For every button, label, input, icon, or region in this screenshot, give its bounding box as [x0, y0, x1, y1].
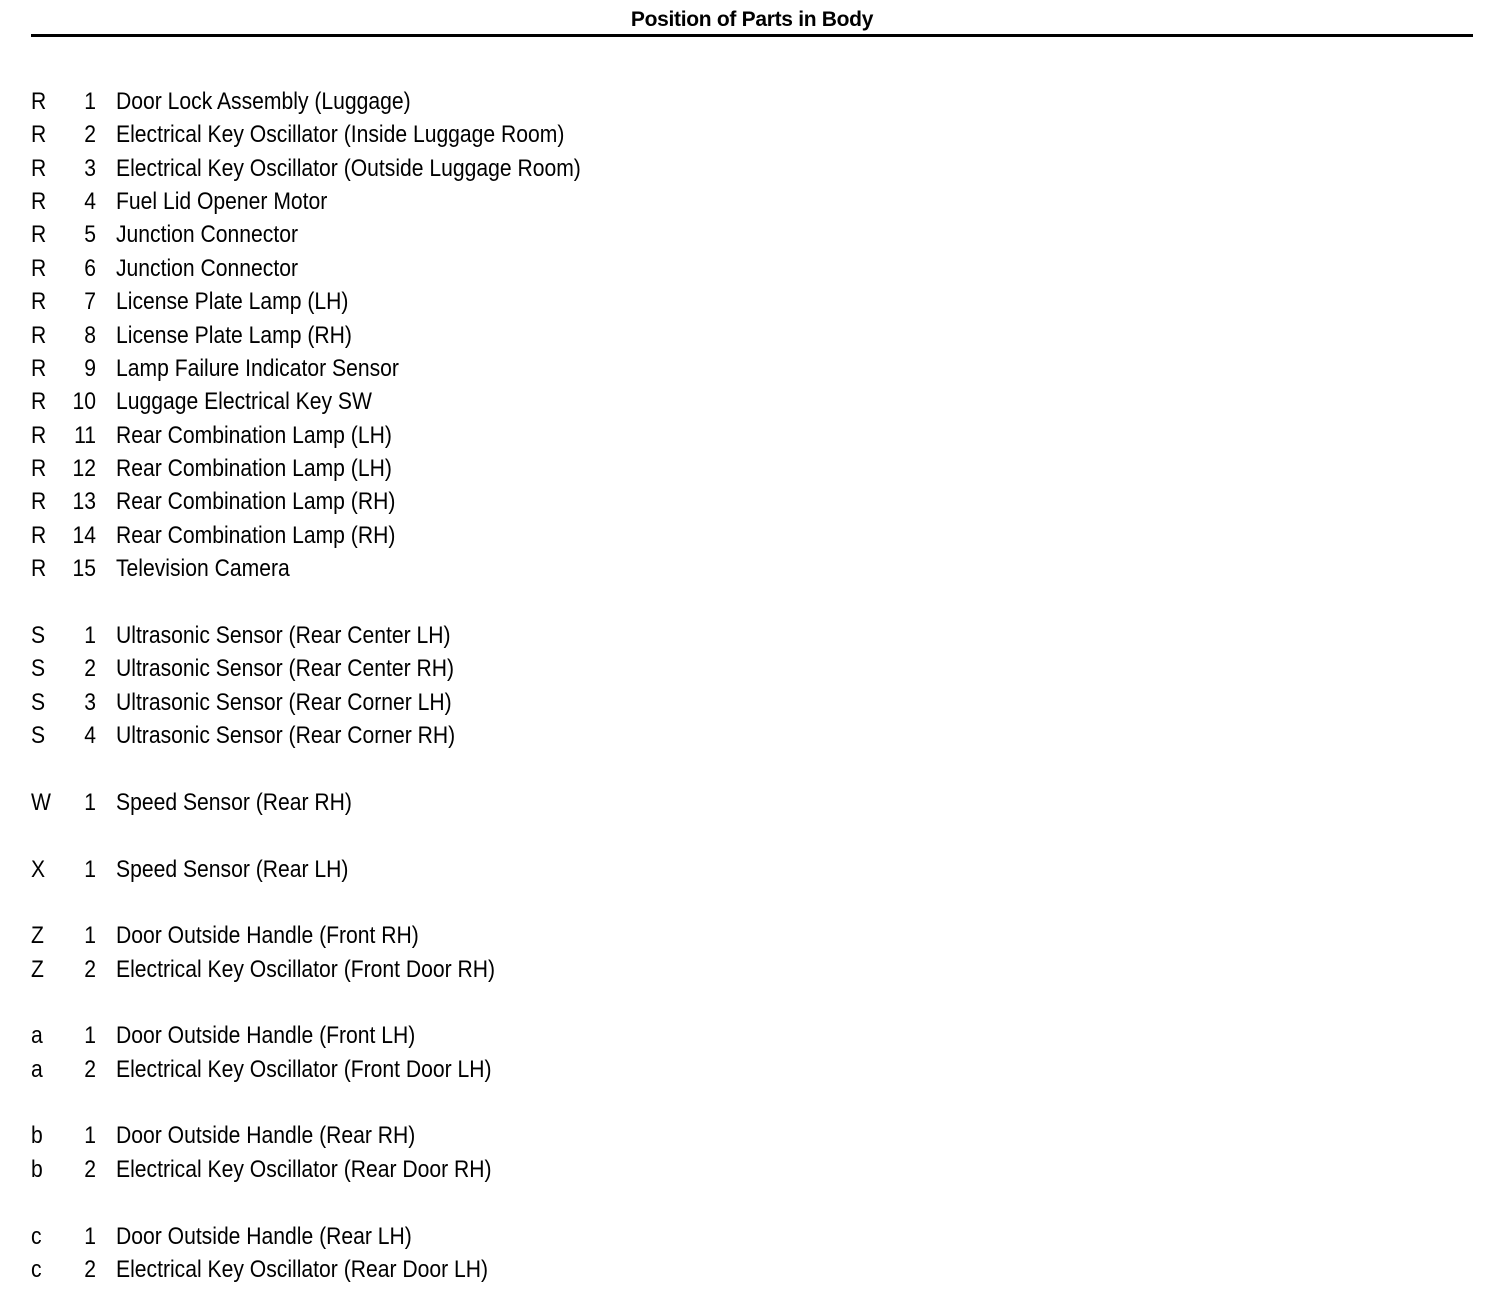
- part-number: 13: [72, 488, 96, 516]
- part-grid-letter: R: [31, 421, 47, 449]
- part-row: [0, 1019, 900, 1052]
- part-grid-letter: R: [31, 455, 47, 483]
- part-description: Door Outside Handle (Front LH): [116, 1022, 416, 1050]
- part-description: Electrical Key Oscillator (Front Door RH): [116, 955, 496, 983]
- part-grid-letter: R: [31, 121, 47, 149]
- part-description: Rear Combination Lamp (LH): [116, 455, 392, 483]
- part-row: [0, 485, 900, 518]
- part-row: [0, 118, 900, 151]
- part-description: Speed Sensor (Rear LH): [116, 855, 349, 883]
- part-row: [0, 185, 900, 218]
- part-number: 11: [74, 421, 96, 449]
- part-grid-letter: c: [31, 1222, 42, 1250]
- part-number: 5: [84, 221, 96, 249]
- part-grid-letter: R: [31, 354, 47, 382]
- part-grid-letter: R: [31, 188, 47, 216]
- part-grid-letter: S: [31, 655, 46, 683]
- part-description: Junction Connector: [116, 221, 298, 249]
- part-description: Ultrasonic Sensor (Rear Center LH): [116, 621, 451, 649]
- part-grid-letter: R: [31, 154, 47, 182]
- part-number: 2: [84, 1155, 96, 1183]
- part-row: [0, 252, 900, 285]
- part-number: 6: [84, 254, 96, 282]
- part-row: [0, 619, 900, 652]
- part-row: [0, 1053, 900, 1086]
- part-grid-letter: a: [31, 1022, 43, 1050]
- part-number: 15: [72, 555, 96, 583]
- part-description: Television Camera: [116, 555, 290, 583]
- part-number: 2: [84, 655, 96, 683]
- part-number: 3: [84, 154, 96, 182]
- part-description: Electrical Key Oscillator (Inside Luggage Room): [116, 121, 565, 149]
- part-row: [0, 519, 900, 552]
- part-number: 1: [84, 1122, 96, 1150]
- part-grid-letter: S: [31, 688, 46, 716]
- part-row: [0, 1253, 900, 1286]
- part-description: Rear Combination Lamp (LH): [116, 421, 392, 449]
- part-description: License Plate Lamp (LH): [116, 288, 349, 316]
- part-grid-letter: R: [31, 88, 47, 115]
- part-number: 1: [84, 788, 96, 816]
- part-number: 2: [84, 1255, 96, 1283]
- part-description: Door Outside Handle (Rear RH): [116, 1122, 416, 1150]
- part-grid-letter: b: [31, 1122, 43, 1150]
- part-description: Door Lock Assembly (Luggage): [116, 88, 411, 115]
- part-grid-letter: Z: [31, 955, 44, 983]
- part-number: 1: [84, 1222, 96, 1250]
- part-description: Ultrasonic Sensor (Rear Corner RH): [116, 722, 456, 750]
- part-grid-letter: c: [31, 1255, 42, 1283]
- part-number: 12: [72, 455, 96, 483]
- part-row: [0, 953, 900, 986]
- part-grid-letter: R: [31, 521, 47, 549]
- part-number: 1: [84, 1022, 96, 1050]
- part-number: 14: [72, 521, 96, 549]
- part-row: [0, 218, 900, 251]
- part-number: 10: [72, 388, 96, 416]
- part-grid-letter: a: [31, 1055, 43, 1083]
- part-number: 3: [84, 688, 96, 716]
- part-row: [0, 719, 900, 752]
- part-number: 1: [84, 855, 96, 883]
- part-number: 8: [84, 321, 96, 349]
- part-row: [0, 686, 900, 719]
- part-description: Junction Connector: [116, 254, 298, 282]
- part-description: Electrical Key Oscillator (Outside Luggage Room): [116, 154, 581, 182]
- part-row: [0, 352, 900, 385]
- part-number: 1: [84, 621, 96, 649]
- part-number: 2: [84, 121, 96, 149]
- part-description: License Plate Lamp (RH): [116, 321, 352, 349]
- part-row: [0, 552, 900, 585]
- part-description: Ultrasonic Sensor (Rear Center RH): [116, 655, 455, 683]
- part-number: 1: [84, 922, 96, 950]
- part-number: 4: [84, 188, 96, 216]
- part-row: [0, 152, 900, 185]
- part-description: Fuel Lid Opener Motor: [116, 188, 328, 216]
- part-number: 7: [84, 288, 96, 316]
- part-row: [0, 285, 900, 318]
- part-grid-letter: S: [31, 722, 46, 750]
- part-description: Electrical Key Oscillator (Rear Door LH): [116, 1255, 489, 1283]
- part-row: [0, 919, 900, 952]
- part-row: [0, 385, 900, 418]
- part-grid-letter: X: [31, 855, 46, 883]
- part-description: Door Outside Handle (Front RH): [116, 922, 419, 950]
- part-row: [0, 853, 900, 886]
- part-description: Rear Combination Lamp (RH): [116, 488, 396, 516]
- part-description: Lamp Failure Indicator Sensor: [116, 354, 399, 382]
- part-description: Door Outside Handle (Rear LH): [116, 1222, 412, 1250]
- part-row: [0, 319, 900, 352]
- part-row: [0, 1153, 900, 1186]
- part-grid-letter: R: [31, 388, 47, 416]
- part-number: 4: [84, 722, 96, 750]
- part-row: [0, 1119, 900, 1152]
- part-row: [0, 1220, 900, 1253]
- part-grid-letter: W: [31, 788, 51, 816]
- part-number: 1: [84, 88, 96, 115]
- part-number: 9: [84, 354, 96, 382]
- part-number: 2: [84, 955, 96, 983]
- part-grid-letter: R: [31, 321, 47, 349]
- part-grid-letter: R: [31, 221, 47, 249]
- part-description: Speed Sensor (Rear RH): [116, 788, 352, 816]
- part-grid-letter: S: [31, 621, 46, 649]
- part-description: Luggage Electrical Key SW: [116, 388, 372, 416]
- part-grid-letter: R: [31, 488, 47, 516]
- part-description: Ultrasonic Sensor (Rear Corner LH): [116, 688, 452, 716]
- part-row: [0, 452, 900, 485]
- part-grid-letter: b: [31, 1155, 43, 1183]
- part-row: [0, 786, 900, 819]
- part-description: Rear Combination Lamp (RH): [116, 521, 396, 549]
- part-grid-letter: Z: [31, 922, 44, 950]
- part-grid-letter: R: [31, 288, 47, 316]
- page-title: Position of Parts in Body: [630, 8, 874, 31]
- part-description: Electrical Key Oscillator (Front Door LH): [116, 1055, 492, 1083]
- part-row: [0, 652, 900, 685]
- part-row: [0, 419, 900, 452]
- part-grid-letter: R: [31, 254, 47, 282]
- part-description: Electrical Key Oscillator (Rear Door RH): [116, 1155, 492, 1183]
- part-row: [0, 85, 900, 118]
- part-grid-letter: R: [31, 555, 47, 583]
- part-number: 2: [84, 1055, 96, 1083]
